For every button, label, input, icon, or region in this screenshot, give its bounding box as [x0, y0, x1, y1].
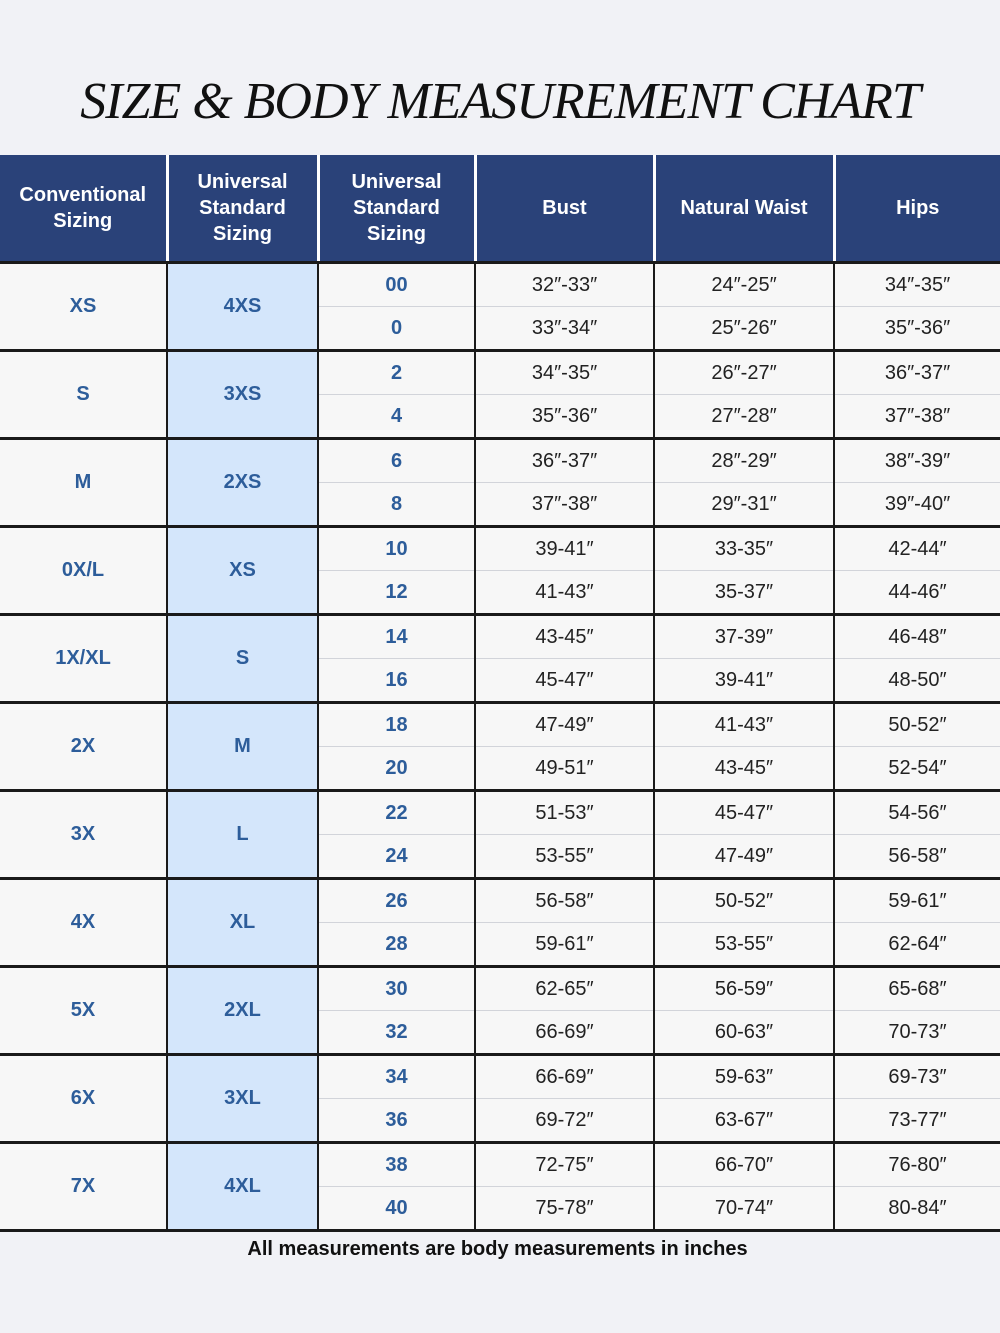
conventional-size-cell: XS — [0, 263, 167, 351]
bust-cell: 72-75″ — [475, 1143, 654, 1187]
size-chart-table — [0, 155, 1000, 1232]
bust-cell: 37″-38″ — [475, 483, 654, 527]
header-hips: Hips — [834, 155, 1000, 263]
bust-cell: 39-41″ — [475, 527, 654, 571]
numeric-size-cell: 32 — [318, 1011, 475, 1055]
bust-cell: 32″-33″ — [475, 263, 654, 307]
bust-cell: 62-65″ — [475, 967, 654, 1011]
natural-waist-cell: 63-67″ — [654, 1099, 834, 1143]
numeric-size-cell: 10 — [318, 527, 475, 571]
hips-cell: 73-77″ — [834, 1099, 1000, 1143]
universal-size-cell: S — [167, 615, 318, 703]
bust-cell: 51-53″ — [475, 791, 654, 835]
hips-cell: 65-68″ — [834, 967, 1000, 1011]
bust-cell: 66-69″ — [475, 1055, 654, 1099]
numeric-size-cell: 26 — [318, 879, 475, 923]
natural-waist-cell: 37-39″ — [654, 615, 834, 659]
bust-cell: 75-78″ — [475, 1187, 654, 1231]
hips-cell: 59-61″ — [834, 879, 1000, 923]
universal-size-cell: XL — [167, 879, 318, 967]
conventional-size-cell: 5X — [0, 967, 167, 1055]
natural-waist-cell: 27″-28″ — [654, 395, 834, 439]
numeric-size-cell: 28 — [318, 923, 475, 967]
hips-cell: 80-84″ — [834, 1187, 1000, 1231]
table-row — [0, 439, 1000, 483]
numeric-size-cell: 16 — [318, 659, 475, 703]
natural-waist-cell: 66-70″ — [654, 1143, 834, 1187]
conventional-size-cell: 6X — [0, 1055, 167, 1143]
hips-cell: 62-64″ — [834, 923, 1000, 967]
conventional-size-cell: 1X/XL — [0, 615, 167, 703]
table-row — [0, 527, 1000, 571]
natural-waist-cell: 47-49″ — [654, 835, 834, 879]
hips-cell: 69-73″ — [834, 1055, 1000, 1099]
hips-cell: 36″-37″ — [834, 351, 1000, 395]
natural-waist-cell: 25″-26″ — [654, 307, 834, 351]
natural-waist-cell: 41-43″ — [654, 703, 834, 747]
bust-cell: 49-51″ — [475, 747, 654, 791]
conventional-size-cell: M — [0, 439, 167, 527]
header-universal-standard-numeric-sizing: Universal Standard Sizing — [318, 155, 475, 263]
hips-cell: 48-50″ — [834, 659, 1000, 703]
table-row — [0, 351, 1000, 395]
bust-cell: 53-55″ — [475, 835, 654, 879]
universal-size-cell: XS — [167, 527, 318, 615]
numeric-size-cell: 8 — [318, 483, 475, 527]
table-row — [0, 703, 1000, 747]
numeric-size-cell: 2 — [318, 351, 475, 395]
numeric-size-cell: 14 — [318, 615, 475, 659]
universal-size-cell: 4XL — [167, 1143, 318, 1231]
universal-size-cell: L — [167, 791, 318, 879]
header-row — [0, 155, 1000, 263]
conventional-size-cell: 4X — [0, 879, 167, 967]
natural-waist-cell: 26″-27″ — [654, 351, 834, 395]
table-body — [0, 263, 1000, 1231]
bust-cell: 59-61″ — [475, 923, 654, 967]
numeric-size-cell: 30 — [318, 967, 475, 1011]
numeric-size-cell: 00 — [318, 263, 475, 307]
natural-waist-cell: 29″-31″ — [654, 483, 834, 527]
header-universal-standard-sizing: Universal Standard Sizing — [167, 155, 318, 263]
table-row — [0, 1143, 1000, 1187]
footnote: All measurements are body measurements in inches — [247, 1238, 748, 1260]
conventional-size-cell: S — [0, 351, 167, 439]
numeric-size-cell: 18 — [318, 703, 475, 747]
universal-size-cell: 3XS — [167, 351, 318, 439]
hips-cell: 34″-35″ — [834, 263, 1000, 307]
hips-cell: 46-48″ — [834, 615, 1000, 659]
hips-cell: 56-58″ — [834, 835, 1000, 879]
hips-cell: 37″-38″ — [834, 395, 1000, 439]
hips-cell: 76-80″ — [834, 1143, 1000, 1187]
header-natural-waist: Natural Waist — [654, 155, 834, 263]
table-row — [0, 879, 1000, 923]
natural-waist-cell: 35-37″ — [654, 571, 834, 615]
numeric-size-cell: 20 — [318, 747, 475, 791]
numeric-size-cell: 12 — [318, 571, 475, 615]
bust-cell: 45-47″ — [475, 659, 654, 703]
bust-cell: 34″-35″ — [475, 351, 654, 395]
numeric-size-cell: 0 — [318, 307, 475, 351]
natural-waist-cell: 24″-25″ — [654, 263, 834, 307]
bust-cell: 47-49″ — [475, 703, 654, 747]
table-row — [0, 263, 1000, 307]
header-conventional-sizing: Conventional Sizing — [0, 155, 167, 263]
table-row — [0, 1055, 1000, 1099]
hips-cell: 70-73″ — [834, 1011, 1000, 1055]
numeric-size-cell: 34 — [318, 1055, 475, 1099]
numeric-size-cell: 24 — [318, 835, 475, 879]
bust-cell: 41-43″ — [475, 571, 654, 615]
hips-cell: 38″-39″ — [834, 439, 1000, 483]
numeric-size-cell: 40 — [318, 1187, 475, 1231]
universal-size-cell: 2XL — [167, 967, 318, 1055]
natural-waist-cell: 70-74″ — [654, 1187, 834, 1231]
bust-cell: 36″-37″ — [475, 439, 654, 483]
universal-size-cell: 4XS — [167, 263, 318, 351]
table-row — [0, 967, 1000, 1011]
universal-size-cell: 2XS — [167, 439, 318, 527]
table-header — [0, 155, 1000, 263]
hips-cell: 35″-36″ — [834, 307, 1000, 351]
numeric-size-cell: 36 — [318, 1099, 475, 1143]
table-row — [0, 615, 1000, 659]
hips-cell: 39″-40″ — [834, 483, 1000, 527]
natural-waist-cell: 59-63″ — [654, 1055, 834, 1099]
bust-cell: 33″-34″ — [475, 307, 654, 351]
natural-waist-cell: 45-47″ — [654, 791, 834, 835]
universal-size-cell: M — [167, 703, 318, 791]
natural-waist-cell: 43-45″ — [654, 747, 834, 791]
bust-cell: 56-58″ — [475, 879, 654, 923]
natural-waist-cell: 33-35″ — [654, 527, 834, 571]
natural-waist-cell: 53-55″ — [654, 923, 834, 967]
conventional-size-cell: 3X — [0, 791, 167, 879]
table-row — [0, 791, 1000, 835]
numeric-size-cell: 6 — [318, 439, 475, 483]
hips-cell: 44-46″ — [834, 571, 1000, 615]
page-title: SIZE & BODY MEASUREMENT CHART — [80, 73, 920, 130]
hips-cell: 42-44″ — [834, 527, 1000, 571]
conventional-size-cell: 2X — [0, 703, 167, 791]
hips-cell: 50-52″ — [834, 703, 1000, 747]
bust-cell: 69-72″ — [475, 1099, 654, 1143]
natural-waist-cell: 39-41″ — [654, 659, 834, 703]
natural-waist-cell: 28″-29″ — [654, 439, 834, 483]
hips-cell: 54-56″ — [834, 791, 1000, 835]
bust-cell: 43-45″ — [475, 615, 654, 659]
hips-cell: 52-54″ — [834, 747, 1000, 791]
bust-cell: 66-69″ — [475, 1011, 654, 1055]
numeric-size-cell: 38 — [318, 1143, 475, 1187]
conventional-size-cell: 7X — [0, 1143, 167, 1231]
natural-waist-cell: 60-63″ — [654, 1011, 834, 1055]
conventional-size-cell: 0X/L — [0, 527, 167, 615]
numeric-size-cell: 4 — [318, 395, 475, 439]
natural-waist-cell: 56-59″ — [654, 967, 834, 1011]
numeric-size-cell: 22 — [318, 791, 475, 835]
header-bust: Bust — [475, 155, 654, 263]
bust-cell: 35″-36″ — [475, 395, 654, 439]
natural-waist-cell: 50-52″ — [654, 879, 834, 923]
universal-size-cell: 3XL — [167, 1055, 318, 1143]
